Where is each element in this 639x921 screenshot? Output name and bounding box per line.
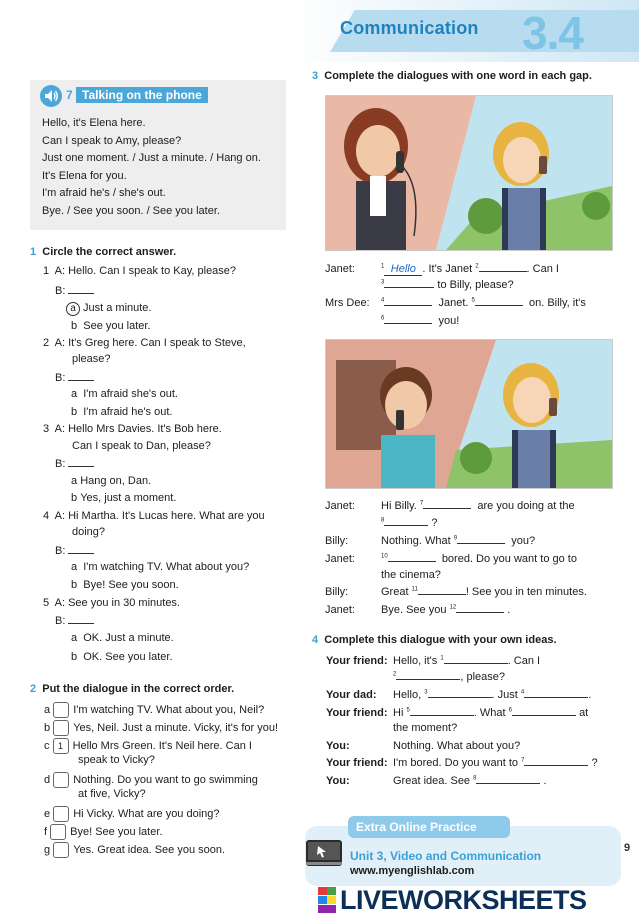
option-text: OK. Just a minute. [83,632,174,644]
answer-blank[interactable] [456,612,504,613]
d2-line: the cinema? [381,569,441,581]
line-text: Janet. [438,297,469,309]
ex1-option-a[interactable] [71,388,178,400]
item-number: 1 [43,265,50,277]
line-text: . What [473,707,506,719]
phrase-number: 7 [66,88,73,102]
answer-blank[interactable] [68,380,94,381]
item-letter: d [44,773,51,786]
order-box[interactable] [53,702,69,718]
d1-line [381,279,514,291]
item-number: 5 [43,597,50,609]
exercise-instruction: Complete this dialogue with your own ideas. [324,634,557,646]
ex1-option-b[interactable] [71,579,179,591]
answer-blank[interactable] [512,715,576,716]
line-a: A: Hi Martha. It's Lucas here. What are you [54,510,265,522]
gap-number: 9 [453,535,458,542]
option-letter: a [71,632,78,644]
line-text: Nothing. What [381,535,451,547]
line-text: . Can I [526,263,559,275]
speaker-b: B: [55,285,66,297]
phrase-line: Bye. / See you soon. / See you later. [42,205,220,217]
ex1-option-a[interactable] [71,632,174,644]
gap-number: 7 [521,757,525,764]
line-a: A: See you in 30 minutes. [54,597,180,609]
d2-speaker: Billy: [325,535,349,547]
gap-number: 1 [440,655,444,662]
answer-blank[interactable] [444,663,508,664]
line-text: Great idea. See [393,775,471,787]
gap-number: 4 [520,689,525,696]
ex2-item [44,824,162,840]
d2-line [381,500,575,512]
phrase-line: Hello, it's Elena here. [42,117,146,129]
line-a: A: Hello. Can I speak to Kay, please? [54,265,237,277]
exercise-4-heading [312,634,557,646]
line-text: ? [591,757,598,769]
ex4-speaker: Your friend: [326,757,388,769]
page-title: Communication [340,18,479,38]
option-text: OK. See you later. [83,651,173,663]
line-text: are you doing at the [477,500,575,512]
speaker-b: B: [55,458,66,470]
d1-line [381,297,586,309]
exercise-number: 4 [312,634,319,646]
line-text: . Just [491,689,518,701]
d2-line [381,604,510,616]
answer-blank[interactable] [457,543,505,544]
illustration-phone-call-2 [325,339,613,489]
ex2-item [44,738,252,754]
exercise-2-heading [30,683,234,695]
cursor-icon [306,840,342,866]
line-text: ? [431,517,438,529]
gap-number: 3 [381,279,385,286]
option-text: Yes, just a moment. [80,492,177,504]
answer-blank[interactable] [68,293,94,294]
ex1-option-a[interactable] [66,302,151,316]
ex2-item [44,702,264,718]
phrase-line: It's Elena for you. [42,170,127,182]
exercise-instruction: Circle the correct answer. [42,246,177,258]
order-box[interactable] [53,842,69,858]
ex1-line-a2: doing? [72,526,106,538]
answer-blank[interactable] [524,697,588,698]
option-letter: b [71,320,78,332]
illustration-phone-call-1 [325,95,613,251]
gap-number: 11 [411,586,418,593]
illustration-svg [326,340,612,488]
line-text: . [507,604,511,616]
answer-blank[interactable] [476,783,540,784]
exercise-number: 3 [312,70,319,82]
answer-blank[interactable] [423,508,471,509]
ex1-b-line [55,545,94,557]
gap-number: 5 [471,297,475,304]
line-text: . [543,775,547,787]
d2-line [381,586,587,598]
ex4-line: Nothing. What about you? [393,740,521,752]
gap-number: 5 [406,707,410,714]
ex1-line-a2: Can I speak to Dan, please? [72,440,211,452]
line-text: . [588,689,592,701]
extra-practice-url[interactable]: www.myenglishlab.com [350,865,475,877]
ex4-speaker: Your friend: [326,655,388,667]
ex1-b-line [55,372,94,384]
answer-blank[interactable] [396,679,460,680]
gap-number: 4 [381,297,385,304]
option-letter: a [71,388,78,400]
answer-blank[interactable] [410,715,474,716]
ex1-option-b[interactable] [71,320,151,332]
ex1-item [43,265,236,277]
answer-blank[interactable] [384,287,434,288]
exercise-1-heading [30,246,176,258]
order-box[interactable] [50,824,66,840]
ex2-item [44,772,258,788]
item-text: Nothing. Do you want to go swimming [73,773,258,786]
ex1-option-a[interactable] [71,561,249,573]
d2-speaker: Billy: [325,586,349,598]
ex4-line: the moment? [393,722,458,734]
ex4-line [393,757,598,769]
item-text: Yes. Great idea. See you soon. [73,843,226,856]
answer-blank[interactable] [68,553,94,554]
ex1-option-b[interactable] [71,406,172,418]
gap-number: 8 [381,517,385,524]
d2-line [381,535,535,547]
gap-number: 8 [473,775,477,782]
item-text: Hello Mrs Green. It's Neil here. Can I [72,739,252,752]
option-letter: b [71,651,78,663]
option-text: Bye! See you soon. [83,579,179,591]
option-text: I'm watching TV. What about you? [83,561,250,573]
line-text: I'm bored. Do you want to [393,757,518,769]
answer-blank[interactable] [524,765,588,766]
exercise-instruction: Put the dialogue in the correct order. [42,683,235,695]
item-text: Bye! See you later. [70,825,163,838]
ex1-line-a2: please? [72,353,111,365]
option-text: Hang on, Dan. [80,475,152,487]
phrase-title [66,88,208,102]
gap-number: 1 [381,263,385,270]
item-number: 2 [43,337,50,349]
answer-blank[interactable] [479,271,527,272]
ex1-b-line [55,285,94,297]
ex2-item-cont: at five, Vicky? [78,788,146,800]
answer-blank[interactable] [418,594,466,595]
gap-number: 3 [424,689,428,696]
line-a: A: Hello Mrs Davies. It's Bob here. [54,423,222,435]
phrase-line: I'm afraid he's / she's out. [42,187,166,199]
gap-number: 10 [381,553,388,560]
answer-blank[interactable]: Hello [384,263,422,276]
order-box[interactable]: 1 [53,738,69,754]
option-letter: b [71,406,78,418]
item-text: Hi Vicky. What are you doing? [73,807,220,820]
ex1-b-line [55,615,94,627]
line-text: you? [511,535,536,547]
ex1-b-line [55,458,94,470]
video-icon[interactable] [306,840,342,866]
line-text: , please? [460,671,505,683]
ex4-line [393,775,547,787]
ex4-line [393,655,540,667]
answer-blank[interactable] [68,466,94,467]
line-text: . It's Janet [422,263,473,275]
line-text: . Can I [507,655,541,667]
ex1-option-b[interactable] [71,651,173,663]
line-text: Hi [393,707,404,719]
option-text: Just a minute. [83,302,152,314]
ex1-option-a[interactable] [71,475,151,487]
answer-blank[interactable] [384,525,428,526]
answer-blank[interactable] [388,561,436,562]
page-number: 9 [624,842,631,854]
gap-number: 12 [449,604,457,611]
exercise-number: 2 [30,683,37,695]
exercise-3-heading [312,70,592,82]
line-text: Hello, it's [393,655,438,667]
audio-icon[interactable] [40,85,62,107]
d2-speaker: Janet: [325,500,355,512]
item-letter: c [44,739,50,752]
gap-number: 2 [475,263,479,270]
phrase-line: Can I speak to Amy, please? [42,135,182,147]
line-text: bored. Do you want to go to [441,553,577,565]
badge-svg [318,887,336,913]
answer-blank[interactable] [384,323,432,324]
item-text: I'm watching TV. What about you, Neil? [73,703,265,716]
exercise-number: 1 [30,246,37,258]
ex4-speaker: Your friend: [326,707,388,719]
extra-practice-subtitle: Unit 3, Video and Communication [350,849,542,863]
speaker-b: B: [55,545,66,557]
line-text: you! [438,315,460,327]
option-text: See you later. [83,320,151,332]
line-text: to Billy, please? [437,279,514,291]
exercise-instruction: Complete the dialogues with one word in each gap. [324,70,592,82]
option-letter: b [71,492,78,504]
line-text: ! See you in ten minutes. [465,586,587,598]
item-letter: b [44,721,51,734]
ex4-speaker: Your dad: [326,689,377,701]
d2-speaker: Janet: [325,553,355,565]
order-box[interactable] [53,772,69,788]
line-text: Bye. See you [381,604,447,616]
answer-blank[interactable] [68,623,94,624]
circled-option-icon: a [66,302,80,316]
line-text: Hi Billy. [381,500,417,512]
order-box[interactable] [53,806,69,822]
ex2-item [44,842,225,858]
ex1-item [43,510,265,522]
line-text: Hello, [393,689,422,701]
item-number: 3 [43,423,50,435]
illustration-svg [326,96,612,250]
d1-line [381,263,559,276]
ex1-item [43,337,246,349]
d1-line [381,315,459,327]
d1-speaker: Mrs Dee: [325,297,370,309]
item-letter: e [44,807,51,820]
unit-number: 3.4 [522,7,583,59]
line-a: A: It's Greg here. Can I speak to Steve, [54,337,246,349]
ex1-item [43,423,222,435]
option-letter: a [71,561,78,573]
line-text: on. Billy, it's [528,297,586,309]
ex1-item [43,597,180,609]
gap-number: 6 [381,315,385,322]
item-letter: g [44,843,51,856]
d2-line [381,517,438,529]
gap-number: 6 [508,707,512,714]
option-letter: b [71,579,78,591]
phrase-line: Just one moment. / Just a minute. / Hang on. [42,152,261,164]
ex2-item [44,806,220,822]
ex2-item-cont: speak to Vicky? [78,754,155,766]
gap-number: 7 [419,500,424,507]
item-number: 4 [43,510,50,522]
speaker-icon [40,85,62,107]
d1-speaker: Janet: [325,263,355,275]
option-letter: a [71,475,78,487]
item-text: Yes, Neil. Just a minute. Vicky, it's for you! [73,721,279,734]
d2-line [381,553,577,565]
ex4-speaker: You: [326,740,350,752]
ex2-item [44,720,278,736]
option-text: I'm afraid she's out. [83,388,178,400]
phrase-title-text: Talking on the phone [76,87,208,103]
ex4-speaker: You: [326,775,350,787]
item-letter: a [44,703,51,716]
ex1-option-b[interactable] [71,492,176,504]
liveworksheets-badge-icon [318,887,336,913]
option-text: I'm afraid he's out. [83,406,173,418]
ex4-line [393,671,505,683]
line-text: at [579,707,589,719]
order-box[interactable] [53,720,69,736]
ex4-line [393,689,591,701]
extra-practice-title: Extra Online Practice [356,820,477,834]
speaker-b: B: [55,372,66,384]
d2-speaker: Janet: [325,604,355,616]
gap-number: 2 [393,671,397,678]
answer-blank[interactable] [475,305,523,306]
speaker-b: B: [55,615,66,627]
line-text: Great [381,586,409,598]
liveworksheets-logo: LIVEWORKSHEETS [340,885,587,915]
ex4-line [393,707,588,719]
item-letter: f [44,825,48,838]
answer-blank[interactable] [428,697,492,698]
answer-blank[interactable] [384,305,432,306]
